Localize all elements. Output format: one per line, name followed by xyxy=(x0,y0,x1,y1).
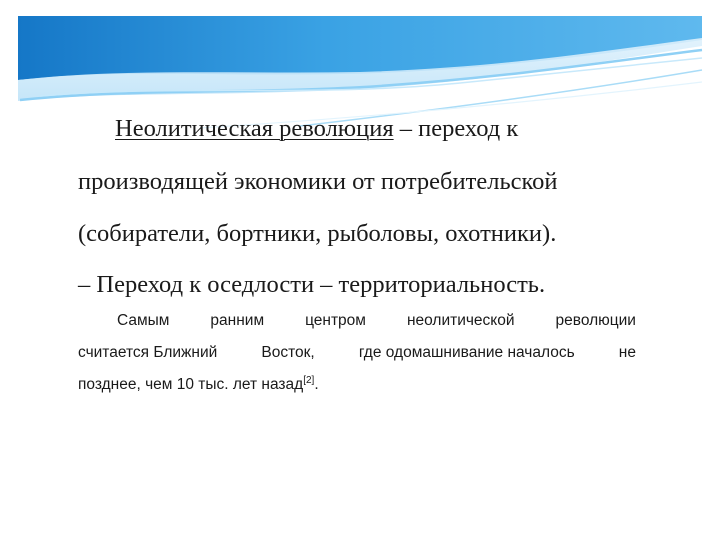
note-line-2 xyxy=(78,345,636,361)
note-word: Восток, xyxy=(261,344,315,361)
note-line-3 xyxy=(78,374,636,393)
note-line-1 xyxy=(117,313,636,329)
term-underlined: Неолитическая революция xyxy=(115,115,394,142)
note-line-3-text: позднее, чем 10 тыс. лет назад xyxy=(78,376,304,393)
note-word: неолитической xyxy=(406,312,515,329)
definition-line-3: (собиратели, бортники, рыболовы, охотники). xyxy=(78,220,557,247)
note-word: Самым xyxy=(117,312,170,329)
wave-banner xyxy=(0,0,720,130)
note-word: ранним xyxy=(210,312,265,329)
note-word: революции xyxy=(555,312,636,329)
note-word: центром xyxy=(305,312,366,329)
note-word: считается Ближний xyxy=(78,344,218,361)
definition-line-2: производящей экономики от потребительской xyxy=(78,168,558,195)
note-line-3-end: . xyxy=(314,376,319,393)
definition-line-4: – Переход к оседлости – территориальность. xyxy=(78,271,546,298)
footnote-reference[interactable]: [2] xyxy=(303,374,315,386)
note-word: не xyxy=(618,344,636,361)
note-word: где одомашнивание началось xyxy=(358,344,575,361)
definition-line-1 xyxy=(115,117,518,142)
definition-line-1-rest: – переход к xyxy=(393,115,519,142)
